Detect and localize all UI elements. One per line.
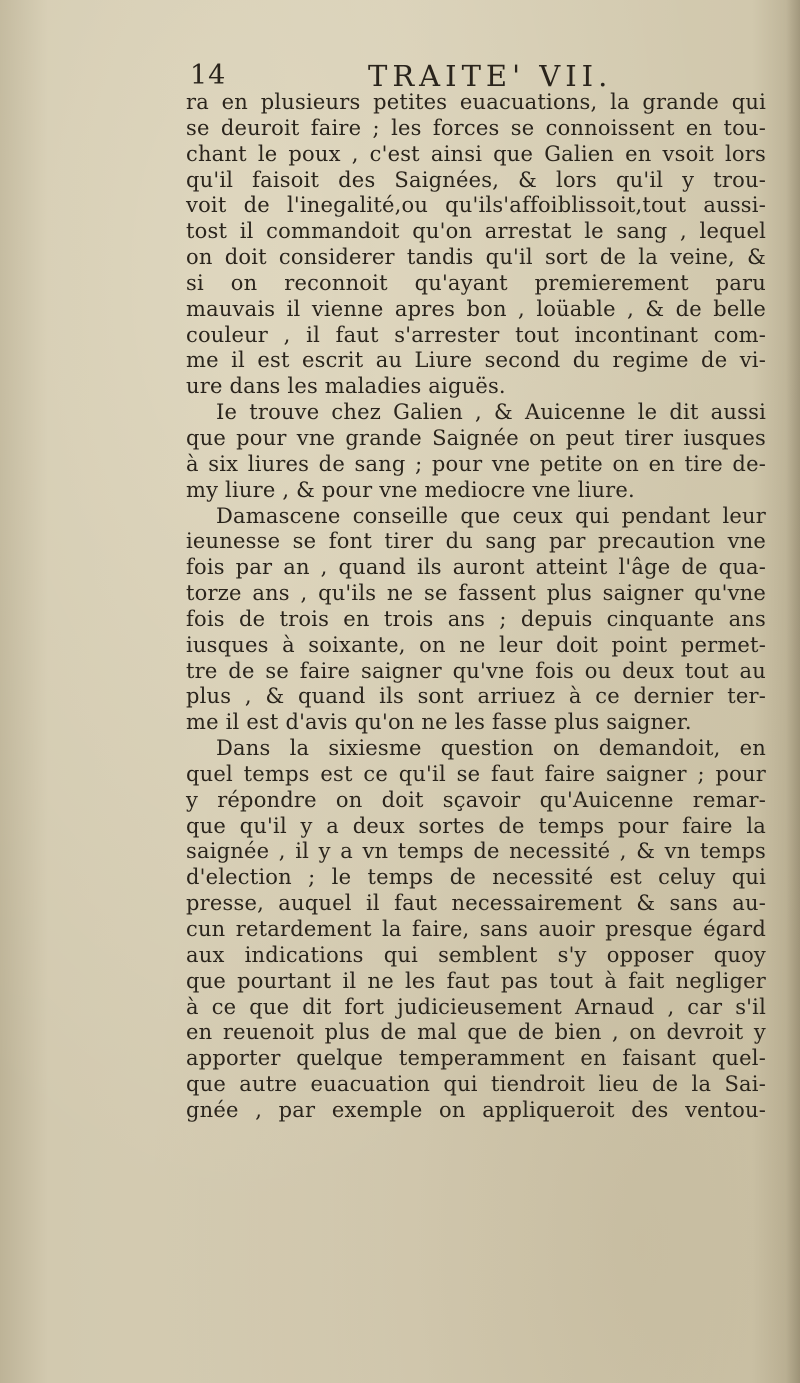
text-line: à ce que dit fort judicieusement Arnaud , car s'il — [186, 994, 766, 1019]
page-number: 14 — [190, 60, 227, 91]
text-line: on doit considerer tandis qu'il sort de la veine, & — [186, 245, 766, 270]
text-line: plus , & quand ils sont arriuez à ce dernier ter- — [186, 684, 766, 709]
text-line: mauvais il vienne apres bon , loüable , & de belle — [186, 296, 766, 321]
text-line: aux indications qui semblent s'y opposer quoy — [186, 942, 766, 967]
text-line: que autre euacuation qui tiendroit lieu de la Sai- — [186, 1072, 766, 1097]
text-line: qu'il faisoit des Saignées, & lors qu'il y trou- — [186, 167, 766, 192]
body-text — [186, 90, 766, 1124]
text-line: gnée , par exemple on appliqueroit des ventou- — [186, 1097, 766, 1122]
text-line: couleur , il faut s'arrester tout incontinant com- — [186, 322, 766, 347]
text-line: se deuroit faire ; les forces se connoissent en tou- — [186, 115, 766, 140]
text-line: cun retardement la faire, sans auoir presque égard — [186, 917, 766, 941]
paragraph-start-line: Damascene conseille que ceux qui pendant leur — [216, 503, 766, 528]
running-head: TRAITE' VII. — [368, 59, 613, 93]
text-line: torze ans , qu'ils ne se fassent plus saigner qu'vne — [186, 581, 766, 606]
text-line: fois de trois en trois ans ; depuis cinquante ans — [186, 606, 766, 631]
text-line: voit de l'inegalité,ou qu'ils'affoiblissoit,tout aussi- — [186, 193, 766, 218]
text-line: que pourtant il ne les faut pas tout à fait negliger — [186, 968, 766, 993]
text-line: que pour vne grande Saignée on peut tirer iusques — [186, 425, 766, 450]
text-line: me il est d'avis qu'on ne les fasse plus saigner. — [186, 710, 692, 735]
text-line: y répondre on doit sçavoir qu'Auicenne remar- — [186, 787, 766, 812]
text-line: que qu'il y a deux sortes de temps pour faire la — [186, 813, 766, 838]
text-line: d'election ; le temps de necessité est celuy qui — [186, 865, 766, 890]
text-line: presse, auquel il faut necessairement & sans au- — [186, 891, 766, 916]
text-line: chant le poux , c'est ainsi que Galien en vsoit lors — [186, 141, 766, 166]
paragraph-start-line: Dans la sixiesme question on demandoit, en — [216, 736, 766, 761]
text-line: ra en plusieurs petites euacuations, la grande qui — [186, 90, 766, 114]
text-line: quel temps est ce qu'il se faut faire saigner ; pour — [186, 761, 766, 786]
text-line: tre de se faire saigner qu'vne fois ou deux tout au — [186, 658, 766, 683]
text-line: en reuenoit plus de mal que de bien , on devroit y — [186, 1020, 766, 1045]
text-line: si on reconnoit qu'ayant premierement paru — [186, 270, 766, 295]
text-line: à six liures de sang ; pour vne petite on en tire de- — [186, 451, 766, 476]
text-line: iusques à soixante, on ne leur doit point permet- — [186, 632, 766, 657]
text-line: me il est escrit au Liure second du regime de vi- — [186, 348, 766, 373]
text-line: my liure , & pour vne mediocre vne liure. — [186, 477, 635, 502]
page-edge-shadow — [786, 0, 800, 1383]
page-header — [190, 58, 790, 94]
text-line: ieunesse se font tirer du sang par precaution vne — [186, 529, 766, 554]
paragraph-start-line: Ie trouve chez Galien , & Auicenne le dit aussi — [216, 400, 766, 425]
text-line: ure dans les maladies aiguës. — [186, 374, 506, 399]
text-line: fois par an , quand ils auront atteint l'âge de qua- — [186, 555, 766, 580]
text-line: tost il commandoit qu'on arrestat le sang , lequel — [186, 219, 766, 244]
text-line: apporter quelque temperamment en faisant quel- — [186, 1046, 766, 1071]
text-line: saignée , il y a vn temps de necessité , & vn temps — [186, 839, 766, 864]
